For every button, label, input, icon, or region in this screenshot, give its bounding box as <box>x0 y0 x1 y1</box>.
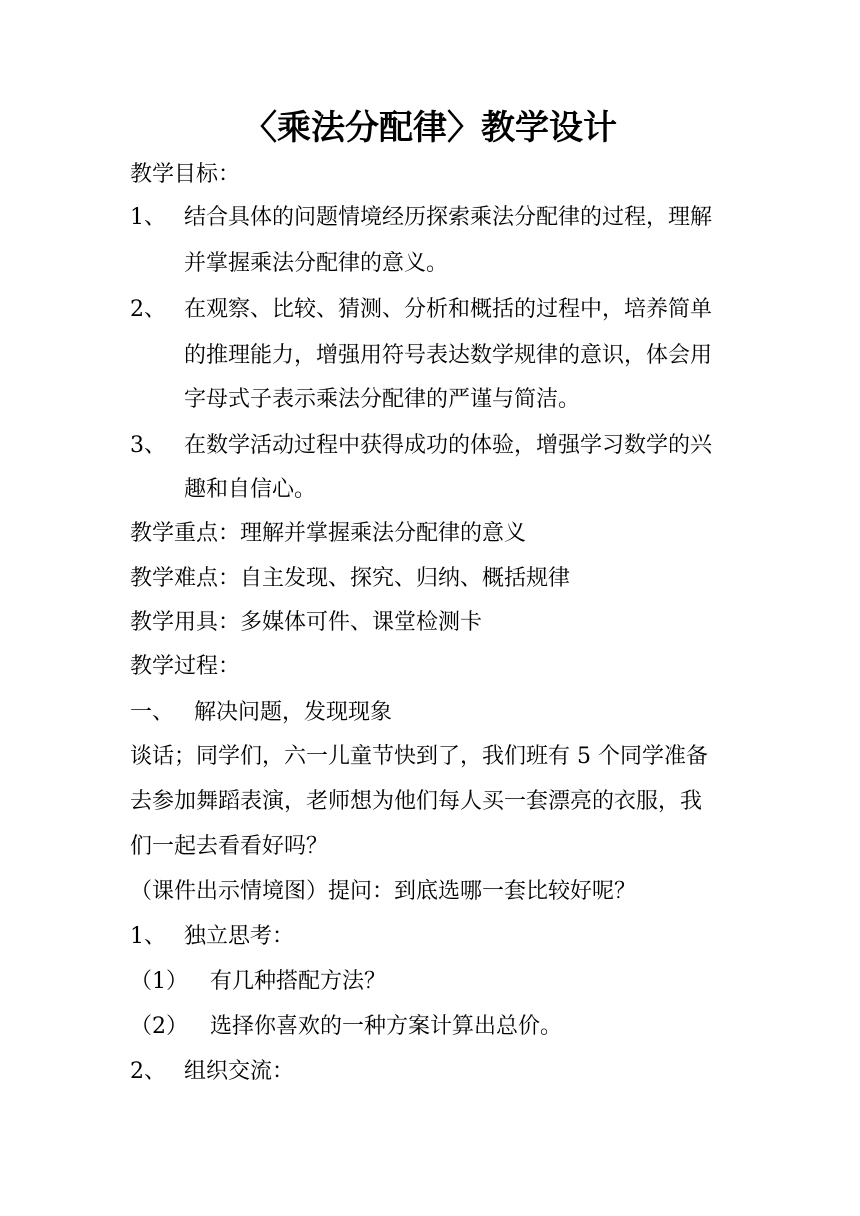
objective-1-line-1: 结合具体的问题情境经历探索乘法分配律的过程，理解 <box>184 205 713 230</box>
question-line: （课件出示情境图）提问：到底选哪一套比较好呢？ <box>130 879 637 904</box>
dialogue-line-2: 去参加舞蹈表演，老师想为他们每人买一套漂亮的衣服，我 <box>130 789 703 814</box>
objective-1-number: 1、 <box>130 205 166 230</box>
teaching-aids: 教学用具：多媒体可件、课堂检测卡 <box>130 610 483 635</box>
objective-3-line-1: 在数学活动过程中获得成功的体验，增强学习数学的兴 <box>184 433 713 458</box>
objective-2-line-3: 字母式子表示乘法分配律的严谨与简洁。 <box>184 387 581 412</box>
process-heading: 教学过程： <box>130 654 241 679</box>
dialogue-line-1: 谈话；同学们，六一儿童节快到了，我们班有 5 个同学准备 <box>130 744 708 769</box>
objectives-heading: 教学目标： <box>130 162 241 187</box>
objective-3-line-2: 趣和自信心。 <box>184 477 317 502</box>
step-1-number: 1、 <box>130 924 166 949</box>
objective-2-line-2: 的推理能力，增强用符号表达数学规律的意识，体会用 <box>184 343 713 368</box>
step-2-text: 组织交流： <box>184 1059 295 1084</box>
objective-2-number: 2、 <box>130 297 166 322</box>
objective-1-line-2: 并掌握乘法分配律的意义。 <box>184 251 449 276</box>
step-1-text: 独立思考： <box>184 924 295 949</box>
section-1-number: 一、 <box>130 700 175 725</box>
difficult-point: 教学难点：自主发现、探究、归纳、概括规律 <box>130 566 571 591</box>
sub-item-1-text: 有几种搭配方法？ <box>210 969 387 994</box>
objective-2-line-1: 在观察、比较、猜测、分析和概括的过程中，培养简单 <box>184 297 713 322</box>
key-point: 教学重点：理解并掌握乘法分配律的意义 <box>130 521 527 546</box>
page-title: 〈乘法分配律〉教学设计 <box>243 108 617 148</box>
section-1-heading: 解决问题，发现现象 <box>194 700 393 725</box>
step-2-number: 2、 <box>130 1059 166 1084</box>
sub-item-1-number: （1） <box>130 969 188 994</box>
dialogue-line-3: 们一起去看看好吗？ <box>130 834 329 859</box>
objective-3-number: 3、 <box>130 433 166 458</box>
sub-item-2-number: （2） <box>130 1014 188 1039</box>
sub-item-2-text: 选择你喜欢的一种方案计算出总价。 <box>210 1014 563 1039</box>
